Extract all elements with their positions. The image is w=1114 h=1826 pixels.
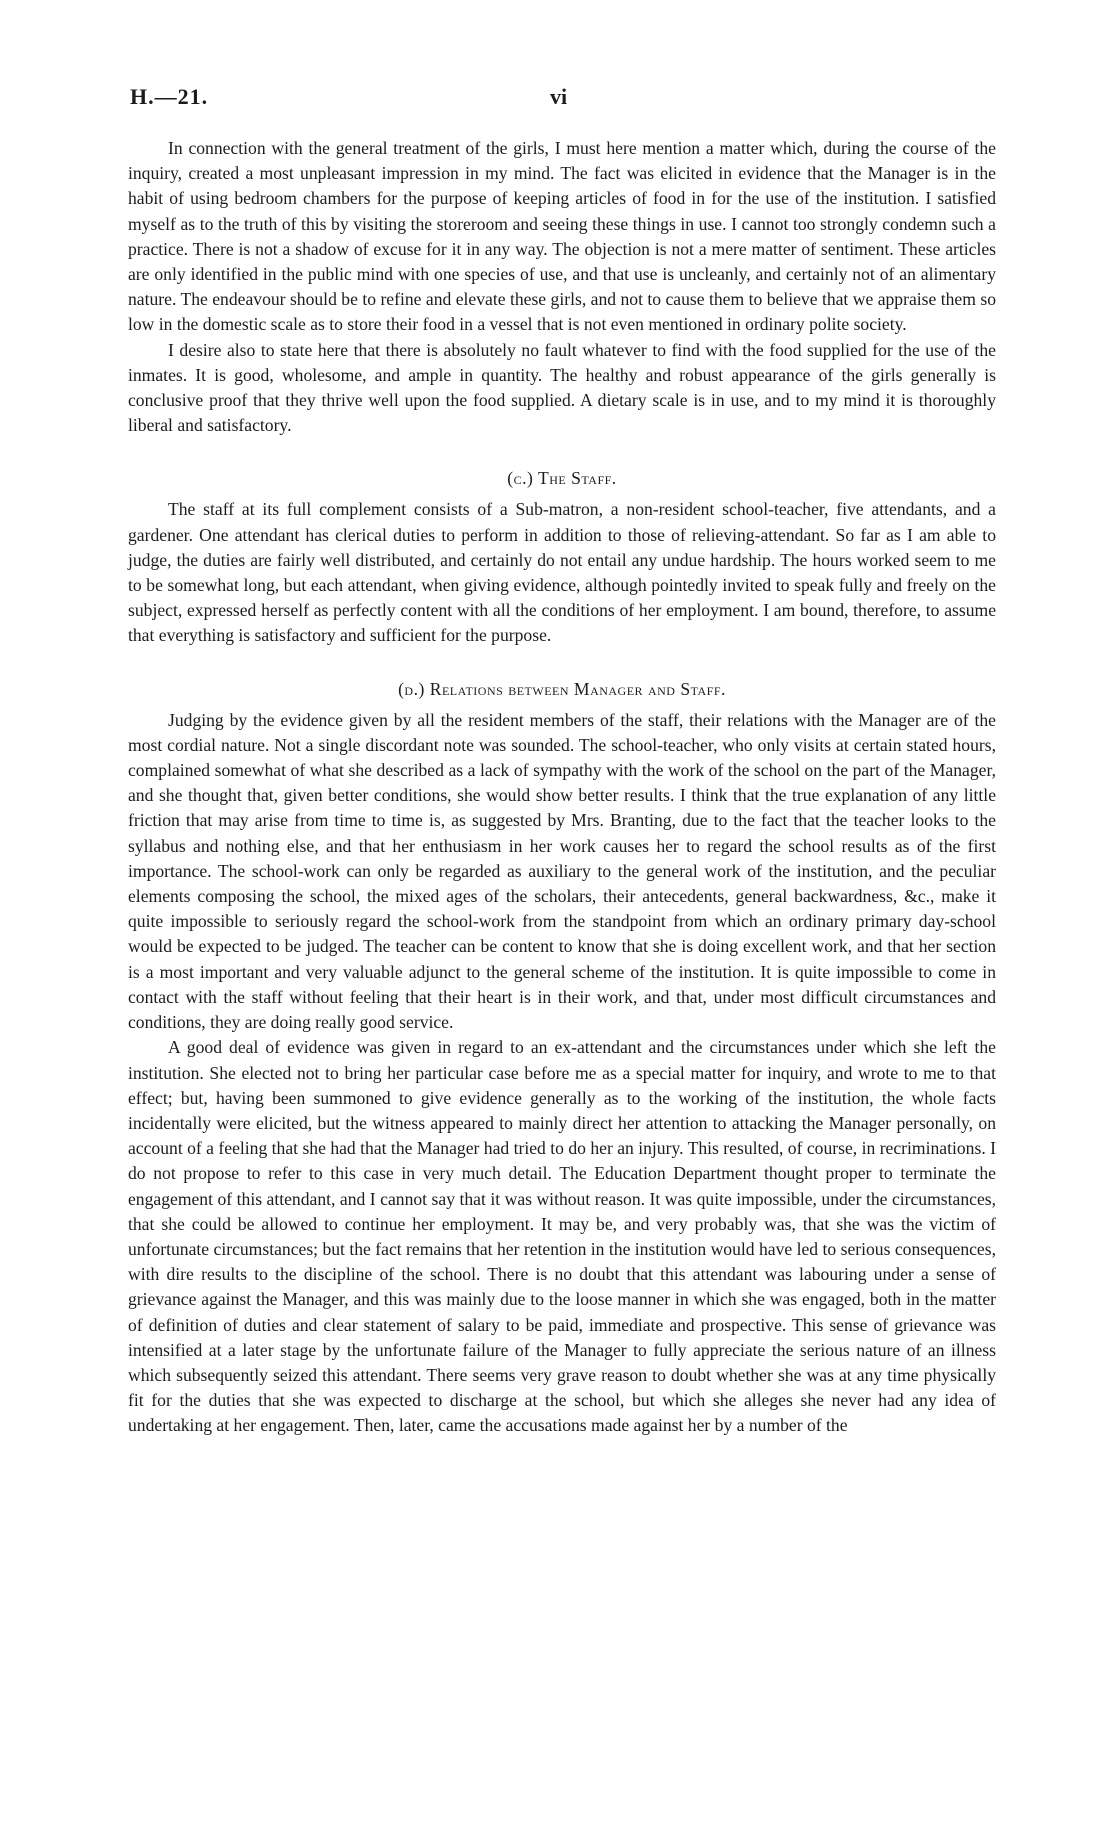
page-header (130, 84, 994, 114)
paragraph: Judging by the evidence given by all the resident members of the staff, their relations with the Manager are of the most cordial nature. Not a single discordant note was sounded. The school-teacher, who only visits at certain stated hours, complained somewhat of what she described as a lack of sympathy with the work of the school on the part of the Manager, and she thought that, given better conditions, she would show better results. I think that the true explanation of any little friction that may arise from time to time is, as suggested by Mrs. Branting, due to the fact that the teacher looks to the syllabus and nothing else, and that her enthusiasm in her work causes her to regard the school results as of the first importance. The school-work can only be regarded as auxiliary to the general work of the institution, and the peculiar elements composing the school, the mixed ages of the scholars, their antecedents, general backwardness, &c., make it quite impossible to seriously regard the school-work from the standpoint from which an ordinary primary day-school would be expected to be judged. The teacher can be content to know that she is doing excellent work, and that her section is a most important and very valuable adjunct to the general scheme of the institution. It is quite impossible to come in contact with the staff without feeling that their heart is in their work, and that, under most difficult circumstances and conditions, they are doing really good service. (128, 709, 996, 1033)
section-heading-staff: (c.) The Staff. (507, 468, 617, 489)
paragraph: The staff at its full complement consists of a Sub-matron, a non-resident school-teacher, five attendants, and a gardener. One attendant has clerical duties to perform in addition to those of relieving-attendant. So far as I am able to judge, the duties are fairly well distributed, and certainly do not entail any undue hardship. The hours worked seem to me to be somewhat long, but each attendant, when giving evidence, although pointedly invited to speak fully and freely on the subject, expressed herself as perfectly content with all the conditions of her employment. I am bound, therefore, to assume that everything is satisfactory and sufficient for the purpose. (128, 499, 996, 646)
paragraph: I desire also to state here that there is absolutely no fault whatever to find with the food supplied for the use of the inmates. It is good, wholesome, and ample in quantity. The healthy and robust appearance of the girls generally is conclusive proof that they thrive well upon the food supplied. A dietary scale is in use, and to my mind it is thoroughly liberal and satisfactory. (128, 339, 996, 436)
paragraph: In connection with the general treatment of the girls, I must here mention a matter which, during the course of the inquiry, created a most unpleasant impression in my mind. The fact was elicited in evidence that the Manager is in the habit of using bedroom chambers for the purpose of keeping articles of food in for the use of the institution. I satisfied myself as to the truth of this by visiting the storeroom and seeing these things in use. I cannot too strongly condemn such a practice. There is not a shadow of excuse for it in any way. The objection is not a mere matter of sentiment. These articles are only identified in the public mind with one species of use, and that use is uncleanly, and certainly not of an alimentary nature. The endeavour should be to refine and elevate these girls, and not to cause them to believe that we appraise them so low in the domestic scale as to store their food in a vessel that is not even mentioned in ordinary polite society. (128, 138, 996, 335)
paragraph: A good deal of evidence was given in regard to an ex-attendant and the circumstances under which she left the institution. She elected not to bring her particular case before me as a special matter for inquiry, and wrote to me to that effect; but, having been summoned to give evidence generally as to the working of the institution, the whole facts incidentally were elicited, but the witness appeared to mainly direct her attention to attacking the Manager personally, on account of a feeling that she had that the Manager had tried to do her an injury. This resulted, of course, in recriminations. I do not propose to refer to this case in very much detail. The Education Department thought proper to terminate the engagement of this attendant, and I cannot say that it was without reason. It was quite impossible, under the circumstances, that she could be allowed to continue her employment. It may be, and very probably was, that she was the victim of unfortunate circumstances; but the fact remains that her retention in the institution would have led to serious consequences, with dire results to the discipline of the school. There is no doubt that this attendant was labouring under a sense of grievance against the Manager, and this was mainly due to the loose manner in which she was engaged, both in the matter of definition of duties and clear statement of salary to be paid, immediate and prospective. This sense of grievance was intensified at a later stage by the unfortunate failure of the Manager to fully appreciate the serious nature of an illness which subsequently seized this attendant. There seems very grave reason to doubt whether she was at any time physically fit for the duties that she was expected to discharge at the school, but which she alleges she never had any idea of undertaking at her engagement. Then, later, came the accusations made against her by a number of the (128, 1037, 996, 1436)
page-number: vi (550, 84, 568, 109)
document-body (128, 136, 996, 1439)
document-reference: H.—21. (130, 84, 209, 109)
section-heading-relations: (d.) Relations between Manager and Staff. (398, 678, 726, 699)
